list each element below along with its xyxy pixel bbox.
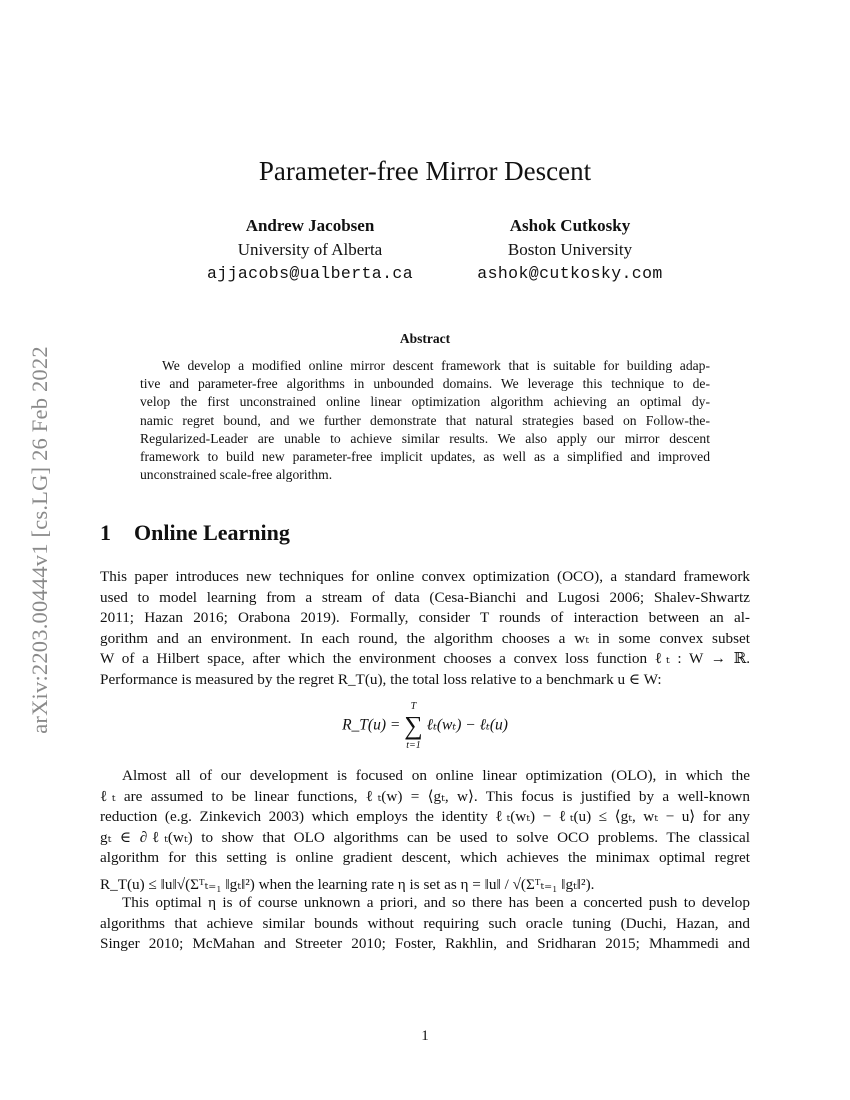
text-line: framework to build new parameter-free implicit updates, as well as a simplified and improved	[140, 449, 710, 465]
abstract-heading: Abstract	[399, 331, 451, 346]
text-line: 2011; Hazan 2016; Orabona 2019). Formally, consider T rounds of interaction between an al-	[100, 609, 750, 627]
text-line: used to model learning from a stream of data (Cesa-Bianchi and Lugosi 2006; Shalev-Shwartz	[100, 588, 750, 606]
author-block	[420, 214, 720, 286]
sum-lower: t=1	[406, 740, 421, 751]
section-heading	[100, 520, 290, 546]
text-line: Singer 2010; McMahan and Streeter 2010; Foster, Rakhlin, and Sridharan 2015; Mhammedi and	[100, 935, 750, 953]
summation	[404, 700, 423, 752]
page-number: 1	[421, 1028, 429, 1044]
text-line: ℓₜ are assumed to be linear functions, ℓₜ(w) = ⟨gₜ, w⟩. This focus is justified by a well-known	[100, 787, 750, 805]
text-line: tive and parameter-free algorithms in unbounded domains. We leverage this technique to de-	[140, 376, 710, 392]
text-line: This paper introduces new techniques for online convex optimization (OCO), a standard framework	[100, 568, 750, 585]
text-line: velop the first unconstrained online linear optimization algorithm achieving an optimal dy-	[140, 394, 710, 410]
author-email: ajjacobs@ualberta.ca	[206, 264, 414, 283]
text-line: gorithm and an environment. In each round, the algorithm chooses a wₜ in some convex subset	[100, 629, 750, 647]
text-line: gₜ ∈ ∂ℓₜ(wₜ) to show that OLO algorithms can be used to solve OCO problems. The classical	[100, 828, 750, 846]
text-line: reduction (e.g. Zinkevich 2003) which employs the identity ℓₜ(wₜ) − ℓₜ(u) ≤ ⟨gₜ, wₜ − u⟩ for any	[100, 808, 750, 826]
author-block	[160, 214, 460, 286]
text-line: Regularized-Leader are unable to achieve similar results. We also apply our mirror descent	[140, 430, 710, 446]
text-line: Almost all of our development is focused on online linear optimization (OLO), in which the	[122, 767, 750, 784]
equation-rhs: ℓₜ(wₜ) − ℓₜ(u)	[426, 716, 508, 734]
section-number: 1	[100, 520, 111, 545]
sigma-icon: ∑	[404, 711, 423, 740]
author-name: Ashok Cutkosky	[509, 216, 631, 235]
paragraph	[100, 766, 750, 896]
paragraph	[100, 567, 750, 691]
abstract-text	[140, 357, 710, 484]
author-affiliation: University of Alberta	[237, 240, 383, 259]
text-line: unconstrained scale-free algorithm.	[140, 467, 333, 483]
paragraph	[100, 893, 750, 955]
text-line: namic regret bound, and we further demonstrate that natural strategies based on Follow-the-	[140, 412, 710, 428]
text-line: We develop a modified online mirror descent framework that is suitable for building adap-	[162, 358, 710, 373]
text-line: This optimal η is of course unknown a priori, and so there has been a concerted push to develop	[122, 894, 750, 911]
text-line: algorithms that achieve similar bounds without requiring such oracle tuning (Duchi, Hazan, and	[100, 914, 750, 932]
regret-equation	[0, 700, 850, 752]
equation-lhs: R_T(u) =	[342, 716, 401, 734]
author-email: ashok@cutkosky.com	[477, 264, 663, 283]
author-affiliation: Boston University	[507, 240, 633, 259]
text-line: algorithm for this setting is online gradient descent, which achieves the minimax optimal regret	[100, 849, 750, 867]
author-name: Andrew Jacobsen	[245, 216, 375, 235]
text-line: R_T(u) ≤ ‖u‖√(Σᵀₜ₌₁ ‖gₜ‖²) when the learning rate η is set as η = ‖u‖ / √(Σᵀₜ₌₁ ‖gₜ‖²).	[100, 875, 595, 893]
text-line: W of a Hilbert space, after which the environment chooses a convex loss function ℓₜ : W → ℝ.	[100, 650, 750, 668]
sum-upper: T	[410, 701, 417, 712]
section-title: Online Learning	[134, 520, 290, 545]
arxiv-stamp: arXiv:2203.00444v1 [cs.LG] 26 Feb 2022	[27, 346, 52, 734]
text-line: Performance is measured by the regret R_T(u), the total loss relative to a benchmark u ∈ W:	[100, 670, 662, 688]
paper-title: Parameter-free Mirror Descent	[258, 156, 592, 186]
